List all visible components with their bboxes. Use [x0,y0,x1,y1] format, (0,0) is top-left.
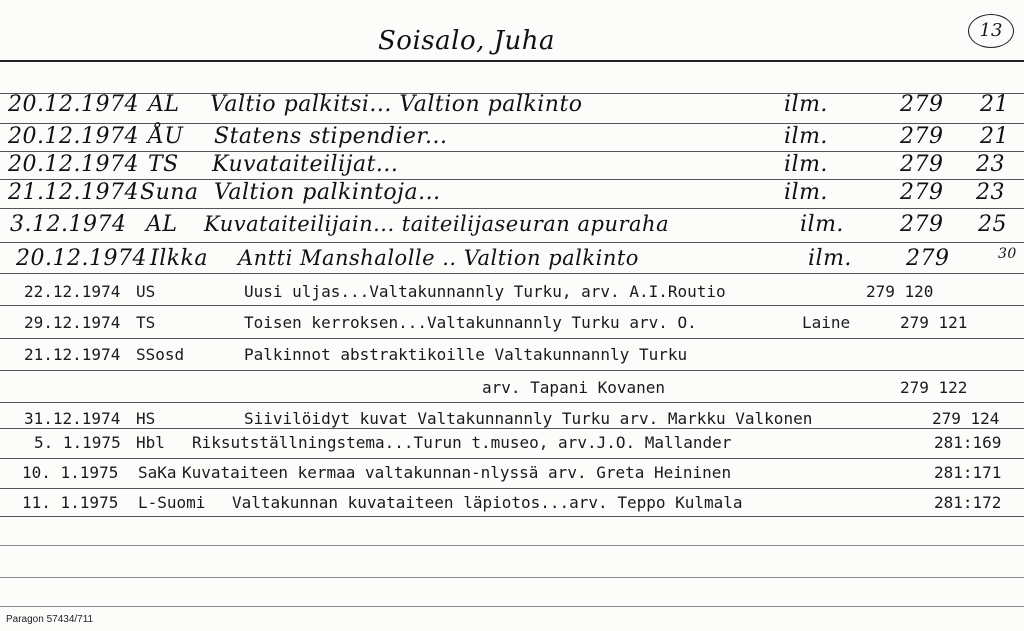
rule-line [0,488,1024,489]
entry-type: ilm. [784,92,828,117]
entry-paper: Ilkka [150,246,209,271]
entry-date: 20.12.1974 [8,124,139,149]
entry-page: 21 [980,92,1009,117]
header-rule [0,60,1024,62]
entry-type: ilm. [800,212,844,237]
entry-text: Valtakunnan kuvataiteen läpiotos...arv. Teppo Kulmala [232,493,743,512]
rule-line [0,458,1024,459]
rule-line [0,305,1024,306]
entry-ref: 281:171 [934,463,1002,482]
entry-date: 20.12.1974 [8,152,139,177]
entry-paper: L-Suomi [138,493,206,512]
entry-date: 3.12.1974 [10,212,127,237]
entry-title: Kuvataiteilijat... [212,152,399,177]
entry-ref: 279 121 [900,313,968,332]
entry-volume: 279 [900,212,944,237]
rule-line [0,370,1024,371]
entry-ref: 279 120 [866,282,934,301]
entry-type: ilm. [784,152,828,177]
rule-line [0,606,1024,607]
entry-date: 5. 1.1975 [34,433,121,452]
entry-date: 31.12.1974 [24,409,121,428]
entry-page: 21 [980,124,1009,149]
rule-line [0,242,1024,243]
entry-title: Antti Manshalolle .. Valtion palkinto [238,246,639,270]
entry-page: 23 [976,180,1005,205]
rule-line [0,273,1024,274]
entry-paper: TS [148,152,179,177]
entry-paper: AL [146,212,178,237]
entry-text: arv. Tapani Kovanen [482,378,666,397]
entry-title: Kuvataiteilijain... taiteilijaseuran apuraha [204,212,670,236]
entry-volume: 279 [906,246,950,271]
entry-date: 22.12.1974 [24,282,121,301]
entry-paper: Hbl [136,433,165,452]
entry-paper: US [136,282,156,301]
entry-title: Valtion palkintoja... [214,180,441,205]
rule-line [0,208,1024,209]
entry-volume: 279 [900,92,944,117]
card-number: 13 [968,14,1014,48]
entry-text: Siivilöidyt kuvat Valtakunnannly Turku arv. Markku Valkonen [244,409,813,428]
entry-title: Valtio palkitsi... Valtion palkinto [210,92,583,117]
entry-text: Toisen kerroksen...Valtakunnannly Turku arv. O. [244,313,697,332]
entry-paper: TS [136,313,156,332]
entry-ref: 279 124 [932,409,1000,428]
entry-extra: Laine [802,313,851,332]
entry-paper: Suna [140,180,199,205]
entry-type: ilm. [808,246,852,271]
rule-line [0,338,1024,339]
entry-volume: 279 [900,180,944,205]
entry-paper: SaKa [138,463,177,482]
entry-date: 10. 1.1975 [22,463,119,482]
rule-line [0,516,1024,517]
entry-paper: AL [148,92,180,117]
entry-date: 21.12.1974 [8,180,139,205]
entry-ref: 279 122 [900,378,968,397]
entry-text: Palkinnot abstraktikoille Valtakunnannly Turku [244,345,688,364]
entry-paper: SSosd [136,345,185,364]
entry-type: ilm. [784,180,828,205]
entry-date: 21.12.1974 [24,345,121,364]
entry-date: 20.12.1974 [8,92,139,117]
entry-page: 30 [998,246,1017,262]
rule-line [0,402,1024,403]
entry-paper: ÅU [148,124,184,149]
entry-ref: 281:169 [934,433,1002,452]
entry-volume: 279 [900,124,944,149]
entry-volume: 279 [900,152,944,177]
entry-date: 29.12.1974 [24,313,121,332]
rule-line [0,577,1024,578]
entry-text: Riksutställningstema...Turun t.museo, arv.J.O. Mallander [192,433,732,452]
entry-ref: 281:172 [934,493,1002,512]
rule-line [0,545,1024,546]
card-footer: Paragon 57434/711 [6,614,94,625]
entry-text: Kuvataiteen kermaa valtakunnan-nlyssä arv. Greta Heininen [182,463,732,482]
entry-type: ilm. [784,124,828,149]
entry-title: Statens stipendier... [214,124,448,149]
card-title: Soisalo, Juha [378,26,556,56]
entry-page: 23 [976,152,1005,177]
entry-paper: HS [136,409,156,428]
entry-text: Uusi uljas...Valtakunnannly Turku, arv. A.I.Routio [244,282,726,301]
entry-date: 20.12.1974 [16,246,147,271]
entry-date: 11. 1.1975 [22,493,119,512]
entry-page: 25 [978,212,1007,237]
